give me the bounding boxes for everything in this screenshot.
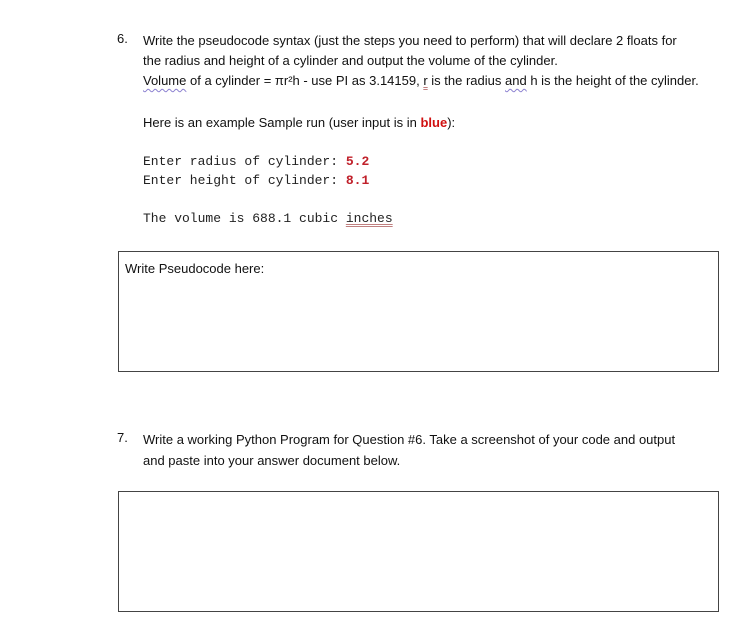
question-7-number: 7. <box>117 430 128 445</box>
height-input-value: 8.1 <box>345 173 370 188</box>
height-text: h is the height of the cylinder. <box>526 73 699 88</box>
inches-word: inches <box>345 211 393 226</box>
question-6-number: 6. <box>117 31 128 46</box>
sample-run-line-2 <box>143 173 369 188</box>
question-7-line-1: Write a working Python Program for Question #6. Take a screenshot of your code and output <box>143 432 676 447</box>
radius-input-value: 5.2 <box>345 154 370 169</box>
radius-prompt: Enter radius of cylinder: <box>143 154 346 169</box>
volume-word: Volume <box>143 73 187 88</box>
question-7-line-2: and paste into your answer document below. <box>143 453 401 468</box>
pseudocode-box-label: Write Pseudocode here: <box>125 261 265 276</box>
r-variable-word: r <box>423 73 428 88</box>
sample-intro-suffix: ): <box>447 115 456 130</box>
radius-text: is the radius <box>427 73 505 88</box>
question-6-line-3 <box>143 71 699 91</box>
sample-intro-prefix: Here is an example Sample run (user input is in <box>143 115 421 130</box>
sample-run-output <box>143 211 393 226</box>
question-6-line-1: Write the pseudocode syntax (just the steps you need to perform) that will declare 2 floats for <box>143 33 677 48</box>
volume-output-text: The volume is 688.1 cubic <box>143 211 346 226</box>
python-answer-box[interactable] <box>118 491 719 612</box>
sample-run-intro <box>143 113 455 133</box>
question-6-line-2: the radius and height of a cylinder and output the volume of the cylinder. <box>143 53 558 68</box>
sample-run-line-1 <box>143 154 369 169</box>
pseudocode-answer-box[interactable] <box>118 251 719 372</box>
volume-formula-text: of a cylinder = πr²h - use PI as 3.14159, <box>186 73 424 88</box>
and-word: and <box>505 73 527 88</box>
sample-intro-blue-word: blue <box>420 115 448 130</box>
height-prompt: Enter height of cylinder: <box>143 173 346 188</box>
